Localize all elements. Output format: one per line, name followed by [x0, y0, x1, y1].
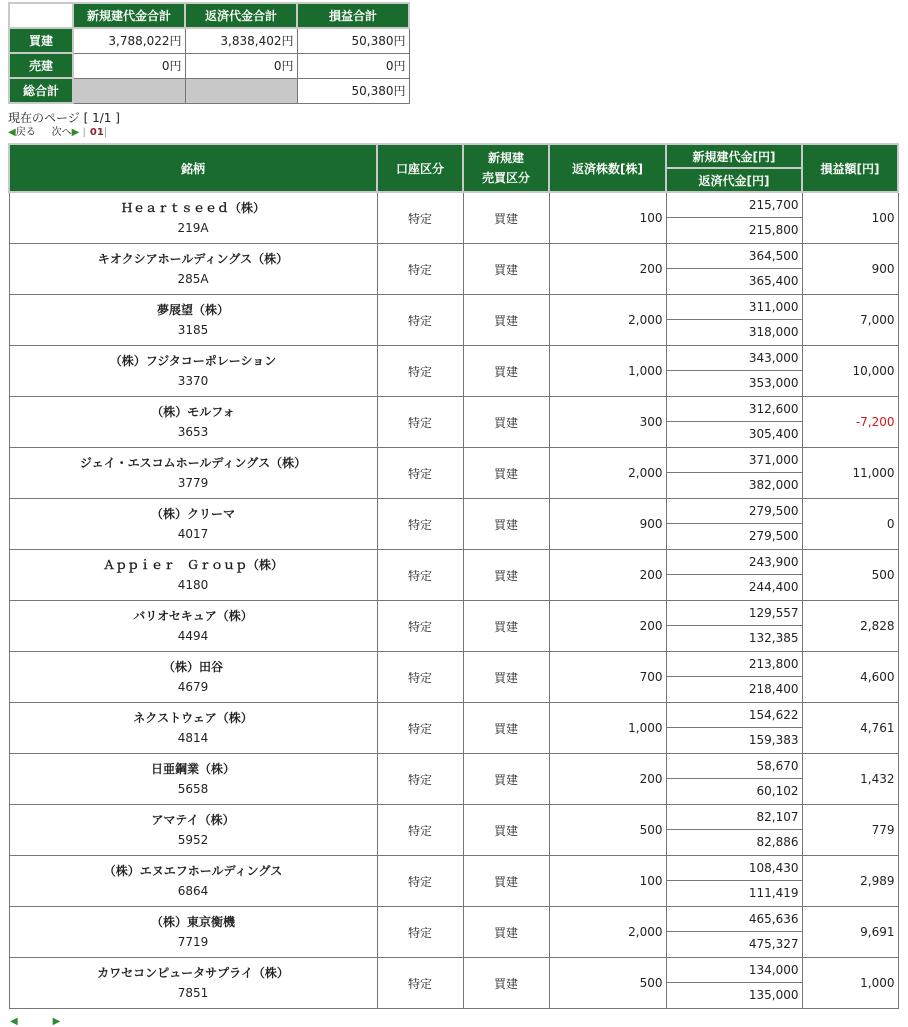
- table-row: [9, 499, 898, 550]
- stock-cell: [9, 805, 377, 856]
- summary-value: 0円: [73, 53, 185, 78]
- stock-name[interactable]: アマテイ（株）: [151, 813, 235, 827]
- stock-code: 219A: [177, 221, 209, 235]
- header-account: 口座区分: [377, 144, 463, 192]
- new-amount: 129,557: [667, 601, 802, 626]
- stock-code: 4017: [177, 527, 209, 541]
- account-type: 特定: [377, 958, 463, 1009]
- amount-cell: [666, 958, 802, 1009]
- stock-cell: [9, 244, 377, 295]
- repay-amount: 215,800: [748, 223, 799, 237]
- amount-cell: [666, 295, 802, 346]
- stock-code: 6864: [177, 884, 209, 898]
- trade-type: 買建: [463, 907, 549, 958]
- account-type: 特定: [377, 703, 463, 754]
- trade-type: 買建: [463, 192, 549, 244]
- repay-amount: 132,385: [748, 631, 799, 645]
- repay-qty: 500: [549, 805, 666, 856]
- account-type: 特定: [377, 397, 463, 448]
- repay-amount: 475,327: [748, 937, 799, 951]
- account-type: 特定: [377, 192, 463, 244]
- repay-amount: 365,400: [748, 274, 799, 288]
- stock-name[interactable]: （株）エヌエフホールディングス: [103, 864, 283, 878]
- stock-cell: [9, 192, 377, 244]
- summary-header-pnl: 損益合計: [297, 3, 409, 28]
- repay-amount: 382,000: [748, 478, 799, 492]
- table-row: [9, 601, 898, 652]
- repay-amount: 60,102: [756, 784, 799, 798]
- new-amount: 311,000: [667, 295, 802, 320]
- amount-cell: [666, 499, 802, 550]
- summary-header-repay: 返済代金合計: [185, 3, 297, 28]
- summary-value: 3,838,402円: [185, 28, 297, 53]
- stock-code: 3779: [177, 476, 209, 490]
- repay-amount: 111,419: [748, 886, 799, 900]
- summary-row-buy: [9, 28, 409, 53]
- header-repay-amount: 返済代金[円]: [666, 168, 802, 192]
- new-amount: 243,900: [667, 550, 802, 575]
- table-row: [9, 958, 898, 1009]
- account-type: 特定: [377, 652, 463, 703]
- trade-type: 買建: [463, 754, 549, 805]
- amount-cell: [666, 346, 802, 397]
- amount-cell: [666, 754, 802, 805]
- account-type: 特定: [377, 601, 463, 652]
- account-type: 特定: [377, 907, 463, 958]
- trade-type: 買建: [463, 856, 549, 907]
- repay-qty: 1,000: [549, 703, 666, 754]
- table-row: [9, 907, 898, 958]
- repay-amount: 218,400: [748, 682, 799, 696]
- triangle-left-icon[interactable]: ◀: [8, 127, 16, 138]
- summary-table: [8, 2, 410, 104]
- trade-type: 買建: [463, 805, 549, 856]
- amount-cell: [666, 856, 802, 907]
- trade-type: 買建: [463, 295, 549, 346]
- new-amount: 371,000: [667, 448, 802, 473]
- stock-code: 4814: [177, 731, 209, 745]
- repay-amount: 279,500: [748, 529, 799, 543]
- stock-name[interactable]: 日亜鋼業（株）: [150, 762, 235, 776]
- pnl-value: 1,000: [802, 958, 898, 1009]
- repay-amount: 244,400: [748, 580, 799, 594]
- stock-cell: [9, 550, 377, 601]
- stock-cell: [9, 958, 377, 1009]
- stock-name[interactable]: （株）フジタコーポレーション: [109, 354, 277, 368]
- table-row: [9, 805, 898, 856]
- stock-code: 4180: [177, 578, 209, 592]
- table-row: [9, 295, 898, 346]
- amount-cell: [666, 192, 802, 244]
- repay-qty: 2,000: [549, 448, 666, 499]
- stock-code: 3185: [177, 323, 209, 337]
- amount-cell: [666, 805, 802, 856]
- repay-qty: 100: [549, 856, 666, 907]
- trade-type: 買建: [463, 499, 549, 550]
- amount-cell: [666, 601, 802, 652]
- pnl-value: 10,000: [802, 346, 898, 397]
- pnl-value: 4,600: [802, 652, 898, 703]
- trade-type: 買建: [463, 550, 549, 601]
- new-amount: 58,670: [667, 754, 802, 779]
- new-amount: 154,622: [667, 703, 802, 728]
- summary-value: 3,788,022円: [73, 28, 185, 53]
- table-row: [9, 856, 898, 907]
- summary-empty-cell: [73, 78, 185, 103]
- repay-qty: 500: [549, 958, 666, 1009]
- pnl-value: 500: [802, 550, 898, 601]
- summary-label: 売建: [9, 53, 73, 78]
- stock-code: 3653: [177, 425, 209, 439]
- repay-amount: 159,383: [748, 733, 799, 747]
- new-amount: 82,107: [667, 805, 802, 830]
- repay-qty: 200: [549, 244, 666, 295]
- new-amount: 343,000: [667, 346, 802, 371]
- stock-cell: [9, 856, 377, 907]
- stock-name[interactable]: ネクストウェア（株）: [133, 711, 253, 725]
- stock-code: 4679: [177, 680, 209, 694]
- repay-amount: 353,000: [748, 376, 799, 390]
- header-pnl: 損益額[円]: [802, 144, 898, 192]
- amount-cell: [666, 550, 802, 601]
- stock-name[interactable]: キオクシアホールディングス（株）: [97, 252, 289, 266]
- pnl-value: 900: [802, 244, 898, 295]
- stock-cell: [9, 754, 377, 805]
- triangle-right-icon[interactable]: ▶: [71, 127, 80, 138]
- new-amount: 465,636: [667, 907, 802, 932]
- pnl-value: 779: [802, 805, 898, 856]
- table-row: [9, 397, 898, 448]
- summary-label: 買建: [9, 28, 73, 53]
- header-trade-type: 新規建 売買区分: [463, 144, 549, 192]
- new-amount: 108,430: [667, 856, 802, 881]
- stock-code: 285A: [177, 272, 209, 286]
- table-row: [9, 652, 898, 703]
- repay-qty: 200: [549, 754, 666, 805]
- stock-code: 4494: [177, 629, 209, 643]
- amount-cell: [666, 244, 802, 295]
- stock-cell: [9, 499, 377, 550]
- summary-empty-cell: [185, 78, 297, 103]
- new-amount: 213,800: [667, 652, 802, 677]
- repay-qty: 100: [549, 192, 666, 244]
- trade-type: 買建: [463, 652, 549, 703]
- summary-label: 総合計: [9, 78, 73, 103]
- account-type: 特定: [377, 448, 463, 499]
- pnl-value: 9,691: [802, 907, 898, 958]
- amount-cell: [666, 448, 802, 499]
- amount-cell: [666, 652, 802, 703]
- account-type: 特定: [377, 856, 463, 907]
- account-type: 特定: [377, 346, 463, 397]
- stock-cell: [9, 346, 377, 397]
- summary-value: 0円: [185, 53, 297, 78]
- stock-code: 3370: [177, 374, 209, 388]
- summary-row-total: [9, 78, 409, 103]
- trade-type: 買建: [463, 244, 549, 295]
- pnl-value: 11,000: [802, 448, 898, 499]
- stock-cell: [9, 652, 377, 703]
- table-row: [9, 346, 898, 397]
- repay-qty: 900: [549, 499, 666, 550]
- new-amount: 215,700: [667, 193, 802, 218]
- stock-code: 7719: [177, 935, 209, 949]
- stock-cell: [9, 295, 377, 346]
- summary-value: 50,380円: [297, 28, 409, 53]
- stock-cell: [9, 601, 377, 652]
- stock-name[interactable]: Ｈｅａｒｔｓｅｅｄ（株）: [120, 201, 265, 215]
- pnl-value: 4,761: [802, 703, 898, 754]
- repay-qty: 300: [549, 397, 666, 448]
- stock-name[interactable]: （株）モルフォ: [151, 405, 235, 419]
- trade-type: 買建: [463, 703, 549, 754]
- table-row: [9, 550, 898, 601]
- header-stock: 銘柄: [9, 144, 377, 192]
- pnl-value: 1,432: [802, 754, 898, 805]
- summary-header-new: 新規建代金合計: [73, 3, 185, 28]
- summary-value: 0円: [297, 53, 409, 78]
- repay-amount: 135,000: [748, 988, 799, 1002]
- new-amount: 279,500: [667, 499, 802, 524]
- table-row: [9, 448, 898, 499]
- header-new-amount: 新規建代金[円]: [666, 144, 802, 168]
- stock-name[interactable]: 夢展望（株）: [156, 303, 229, 317]
- next-link[interactable]: 次へ: [51, 127, 72, 138]
- repay-qty: 2,000: [549, 295, 666, 346]
- pnl-value: 2,989: [802, 856, 898, 907]
- trade-type: 買建: [463, 958, 549, 1009]
- pnl-value: 100: [802, 192, 898, 244]
- pnl-value: -7,200: [802, 397, 898, 448]
- account-type: 特定: [377, 550, 463, 601]
- account-type: 特定: [377, 295, 463, 346]
- summary-row-sell: [9, 53, 409, 78]
- stock-code: 5658: [177, 782, 209, 796]
- stock-name[interactable]: バリオセキュア（株）: [133, 609, 253, 623]
- new-amount: 312,600: [667, 397, 802, 422]
- new-amount: 134,000: [667, 958, 802, 983]
- repay-qty: 200: [549, 601, 666, 652]
- table-row: [9, 754, 898, 805]
- stock-cell: [9, 397, 377, 448]
- repay-qty: 1,000: [549, 346, 666, 397]
- positions-table: [8, 143, 899, 1009]
- repay-qty: 200: [549, 550, 666, 601]
- pnl-value: 2,828: [802, 601, 898, 652]
- stock-cell: [9, 703, 377, 754]
- stock-code: 7851: [177, 986, 209, 1000]
- pager: ◀戻る 次へ▶ | 01|: [8, 127, 108, 138]
- account-type: 特定: [377, 499, 463, 550]
- prev-link[interactable]: 戻る: [15, 127, 36, 138]
- table-row: [9, 244, 898, 295]
- table-row: [9, 703, 898, 754]
- stock-cell: [9, 448, 377, 499]
- trade-type: 買建: [463, 448, 549, 499]
- account-type: 特定: [377, 805, 463, 856]
- repay-qty: 2,000: [549, 907, 666, 958]
- stock-name[interactable]: （株）東京衡機: [150, 915, 235, 929]
- amount-cell: [666, 397, 802, 448]
- amount-cell: [666, 907, 802, 958]
- page-info: 現在のページ [ 1/1 ]: [8, 111, 120, 125]
- account-type: 特定: [377, 244, 463, 295]
- summary-value: 50,380円: [297, 78, 409, 103]
- repay-amount: 82,886: [756, 835, 799, 849]
- summary-corner: [9, 3, 73, 28]
- amount-cell: [666, 703, 802, 754]
- pnl-value: 7,000: [802, 295, 898, 346]
- stock-code: 5952: [177, 833, 209, 847]
- header-qty: 返済株数[株]: [549, 144, 666, 192]
- trade-type: 買建: [463, 346, 549, 397]
- trade-type: 買建: [463, 397, 549, 448]
- stock-name[interactable]: （株）田谷: [162, 660, 223, 674]
- table-row: [9, 192, 898, 244]
- pnl-value: 0: [802, 499, 898, 550]
- repay-amount: 305,400: [748, 427, 799, 441]
- stock-name[interactable]: ジェイ・エスコムホールディングス（株）: [79, 456, 307, 470]
- page-link-current[interactable]: 01: [89, 127, 104, 138]
- stock-name[interactable]: （株）クリーマ: [150, 507, 235, 521]
- trade-type: 買建: [463, 601, 549, 652]
- stock-cell: [9, 907, 377, 958]
- new-amount: 364,500: [667, 244, 802, 269]
- account-type: 特定: [377, 754, 463, 805]
- stock-name[interactable]: カワセコンピュータサプライ（株）: [97, 966, 289, 980]
- repay-amount: 318,000: [748, 325, 799, 339]
- stock-name[interactable]: Ａｐｐｉｅｒ Ｇｒｏｕｐ（株）: [102, 558, 283, 572]
- repay-qty: 700: [549, 652, 666, 703]
- bottom-pager-icon: ◀ ▶: [10, 1016, 61, 1027]
